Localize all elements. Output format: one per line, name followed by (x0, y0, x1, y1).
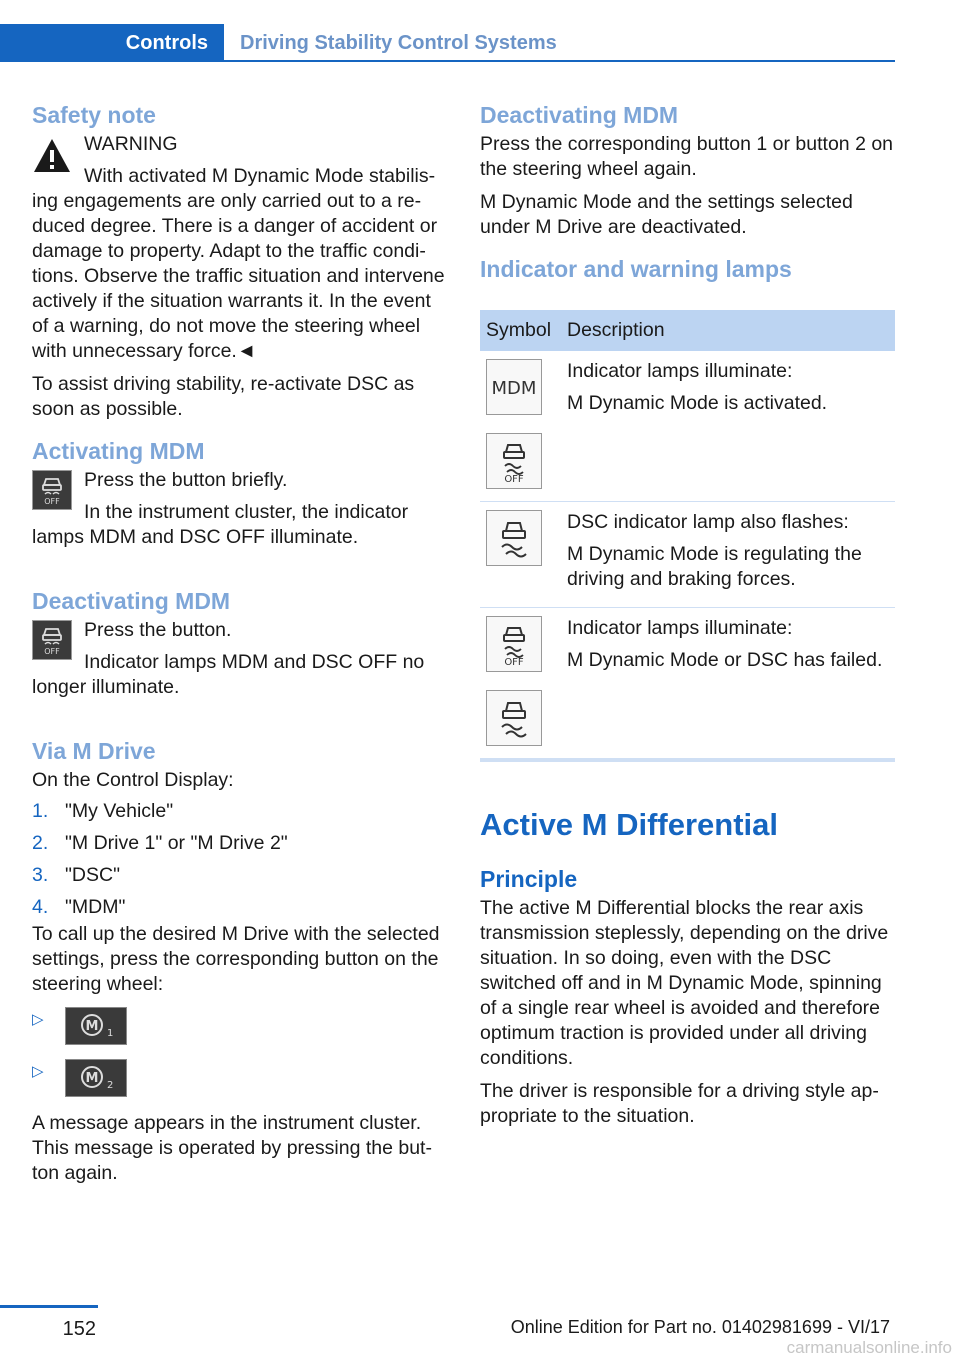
svg-text:OFF: OFF (504, 474, 524, 484)
lamps-heading: Indicator and warning lamps (480, 256, 792, 282)
deactivating-heading-right: Deactivating MDM (480, 102, 679, 128)
svg-text:OFF: OFF (44, 497, 60, 506)
activating-step: Press the button briefly. (84, 469, 288, 491)
list-item: 3. "DSC" (32, 864, 121, 886)
lamps-table (480, 310, 895, 762)
deactivating-heading-left: Deactivating MDM (32, 588, 231, 614)
m-button-list (32, 1007, 446, 1097)
warning-text: With activated M Dynamic Mode stabilising engagements are only carried out to a reduced degree. There is a danger of accident or damage to property. Adapt to the traffic conditions. Observe the traffic situation and intervene actively if the situation warrants it. In the event of a warning, do not move the steering wheel with unnecessary force.◄ (32, 165, 445, 362)
svg-text:2: 2 (107, 1080, 114, 1091)
page-header (0, 24, 895, 62)
chapter-tab: Controls (0, 24, 224, 62)
steps-list (32, 799, 446, 920)
m2-button-icon (65, 1059, 127, 1097)
dsc-off-button-icon (32, 470, 72, 510)
assist-text: To assist driving stability, re-activate DSC as soon as possible. (32, 373, 415, 420)
warning-label: WARNING (84, 133, 178, 155)
active-m-differential-heading: Active M Differential (480, 807, 779, 842)
message-text: A message appears in the instrument cluster. This message is operated by pressing the button again. (32, 1112, 432, 1184)
list-item: 2. "M Drive 1" or "M Drive 2" (32, 832, 288, 854)
svg-text:M: M (85, 1019, 99, 1034)
table-row: DSC indicator lamp also flashes: M Dynamic Mode is regulating the driving and braking forces. (480, 502, 895, 608)
table-header-symbol: Symbol (480, 310, 561, 351)
page-number: 152 (0, 1305, 98, 1341)
section-title: Driving Stability Control Systems (240, 31, 557, 54)
via-intro: On the Control Display: (32, 769, 234, 791)
activating-result: In the instrument cluster, the indicator lamps MDM and DSC OFF illuminate. (32, 501, 409, 548)
safety-note-heading: Safety note (32, 102, 156, 128)
via-m-drive-heading: Via M Drive (32, 738, 156, 764)
list-item: 1. "My Vehicle" (32, 800, 174, 822)
deactivating-result: Indicator lamps MDM and DSC OFF no longer illuminate. (32, 651, 425, 698)
dsc-off-button-icon (32, 620, 72, 660)
right-column (480, 100, 895, 1137)
deactivating-right-result: M Dynamic Mode and the settings selected under M Drive are deactivated. (480, 191, 853, 238)
svg-text:1: 1 (107, 1028, 114, 1039)
warning-triangle-icon (32, 136, 72, 176)
table-row: MDM OFF Indicator lamps illuminate: M Dynamic Mode is activated. (480, 351, 895, 502)
dsc-off-lamp-icon (486, 616, 542, 672)
dsc-off-lamp-icon (486, 433, 542, 489)
svg-text:M: M (85, 1071, 99, 1086)
svg-text:OFF: OFF (504, 657, 524, 667)
principle-heading: Principle (480, 866, 578, 892)
left-column (32, 100, 446, 1194)
dsc-lamp-icon (486, 510, 542, 566)
deactivating-block (32, 618, 446, 708)
call-text: To call up the desired M Drive with the selected settings, press the corresponding button on the steering wheel: (32, 923, 440, 995)
table-header-description: Description (561, 310, 895, 351)
svg-text:MDM: MDM (491, 378, 537, 399)
list-item: 4. "MDM" (32, 896, 126, 918)
dsc-lamp-icon (486, 690, 542, 746)
responsibility-text: The driver is responsible for a driving style appropriate to the situation. (480, 1080, 879, 1127)
mdm-lamp-icon (486, 359, 542, 415)
activating-heading: Activating MDM (32, 438, 205, 464)
edition-text: Online Edition for Part no. 01402981699 - VI/17 (510, 1317, 890, 1337)
deactivating-right-step: Press the corresponding button 1 or button 2 on the steering wheel again. (480, 133, 894, 180)
bullet-triangle-icon: ▷ (32, 1063, 44, 1080)
list-item (32, 1059, 446, 1097)
watermark: carmanualsonline.info (786, 1338, 952, 1357)
svg-text:OFF: OFF (44, 647, 60, 656)
m1-button-icon (65, 1007, 127, 1045)
list-item (32, 1007, 446, 1045)
table-row: OFF Indicator lamps illuminate: M Dynamic Mode or DSC has failed. (480, 608, 895, 761)
deactivating-step: Press the button. (84, 619, 232, 641)
warning-block (32, 132, 446, 372)
principle-text: The active M Differential blocks the rear axis transmission steplessly, depending on the drive situation. In so doing, even with the DSC switched off and in M Dynamic Mode, spinning of a single rear wheel is avoided and therefore optimum traction is provided under all driving conditions. (480, 897, 889, 1069)
bullet-triangle-icon: ▷ (32, 1011, 44, 1028)
activating-block (32, 468, 446, 558)
